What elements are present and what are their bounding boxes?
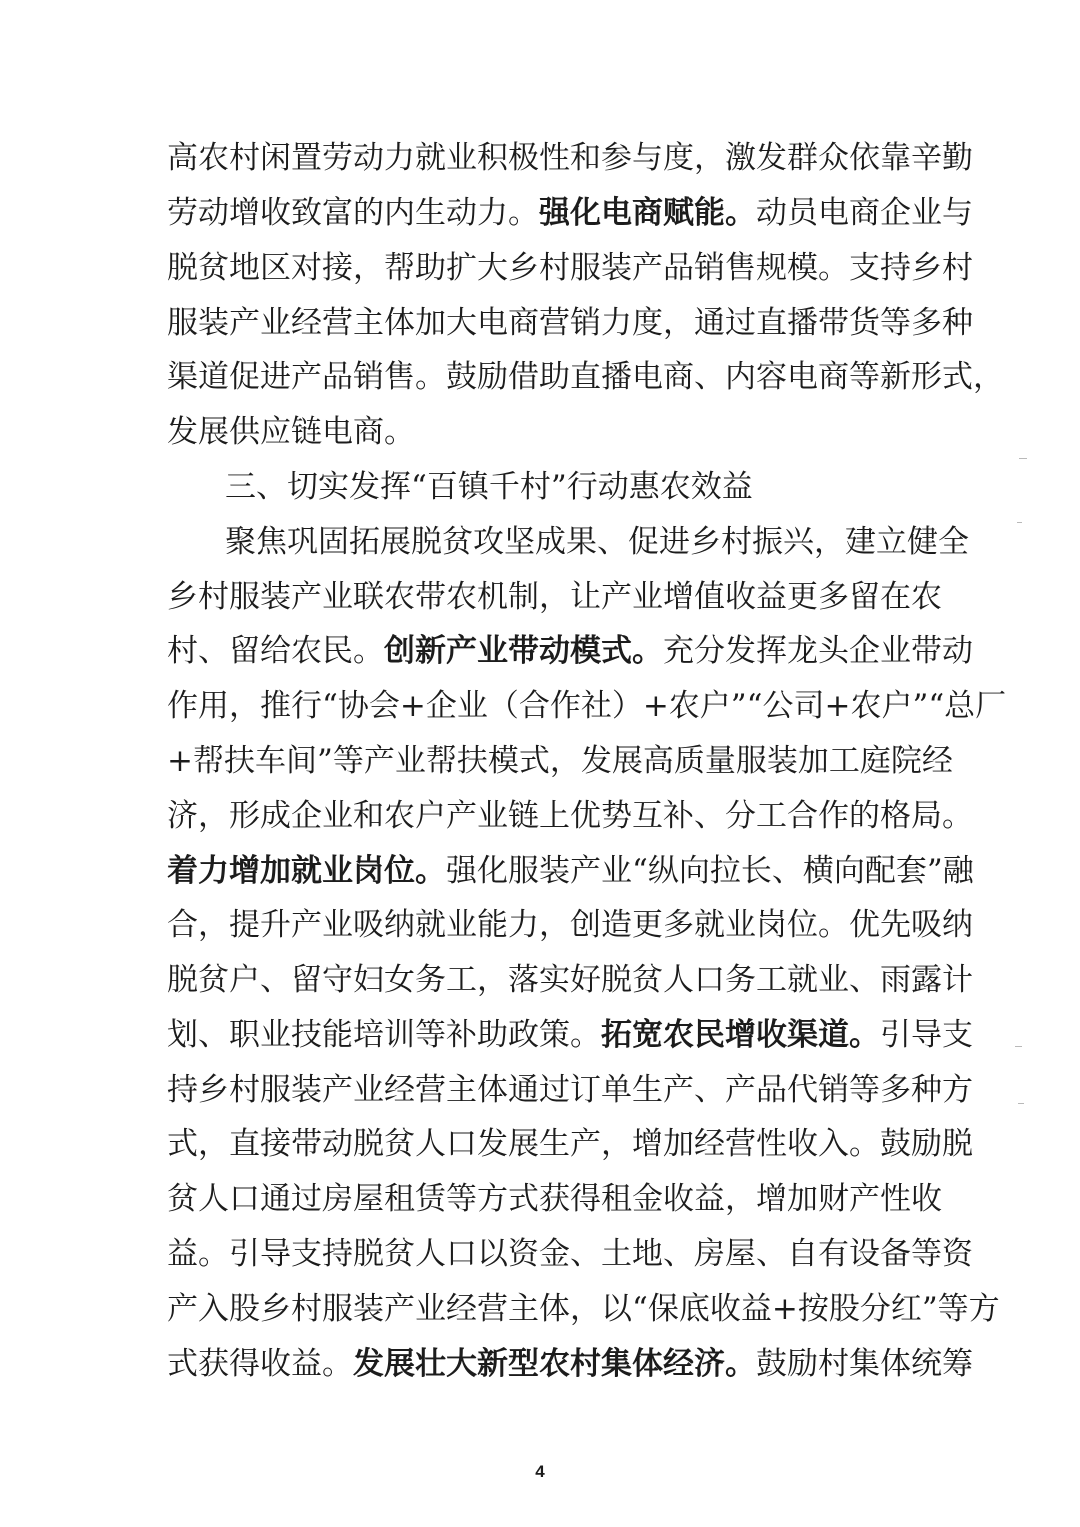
text-run: 作用，推行“协会+企业（合作社）+农户”“公司+农户”“总厂 (167, 688, 1007, 724)
text-run: 划、职业技能培训等补助政策。 (167, 1017, 601, 1053)
page-number: 4 (535, 1462, 545, 1481)
bold-topic-phrase: 着力增加就业岗位。 (167, 853, 446, 889)
text-run: 渠道促进产品销售。鼓励借助直播电商、内容电商等新形式， (167, 359, 1004, 395)
scan-artifact (1015, 1046, 1022, 1047)
body-text-line (167, 1227, 973, 1281)
text-run: 动员电商企业与 (756, 195, 973, 231)
body-text-line (167, 131, 973, 185)
body-text-line (167, 1172, 942, 1226)
text-run: 鼓励村集体统筹 (756, 1346, 973, 1382)
text-run: 劳动增收致富的内生动力。 (167, 195, 539, 231)
text-run: 强化服装产业“纵向拉长、横向配套”融 (446, 853, 974, 889)
body-text-line (167, 953, 973, 1007)
text-run: 式，直接带动脱贫人口发展生产，增加经营性收入。鼓励脱 (167, 1126, 973, 1162)
body-text-line (167, 1008, 973, 1062)
body-text-line (225, 515, 969, 569)
body-text-line (167, 405, 937, 459)
text-run: 聚焦巩固拓展脱贫攻坚成果、促进乡村振兴，建立健全 (225, 524, 969, 560)
body-text-line (167, 241, 973, 295)
body-text-line (167, 624, 973, 678)
body-text-line (167, 1117, 973, 1171)
text-run: 产入股乡村服装产业经营主体，以“保底收益+按股分红”等方 (167, 1291, 1000, 1327)
section-heading: 三、切实发挥“百镇千村”行动惠农效益 (225, 469, 753, 505)
text-run: 服装产业经营主体加大电商营销力度，通过直播带货等多种 (167, 305, 973, 341)
text-run: 村、留给农民。 (167, 633, 384, 669)
text-run: 充分发挥龙头企业带动 (663, 633, 973, 669)
body-text-line (167, 789, 973, 843)
scan-artifact (1018, 1103, 1024, 1104)
text-run: 脱贫户、留守妇女务工，落实好脱贫人口务工就业、雨露计 (167, 962, 973, 998)
text-run: 引导支 (880, 1017, 973, 1053)
body-text-line (167, 844, 974, 898)
bold-topic-phrase: 强化电商赋能。 (539, 195, 756, 231)
text-run: +帮扶车间”等产业帮扶模式，发展高质量服装加工庭院经 (167, 743, 953, 779)
body-text-line (167, 570, 942, 624)
text-run: 持乡村服装产业经营主体通过订单生产、产品代销等多种方 (167, 1072, 973, 1108)
body-text-line (167, 1063, 973, 1117)
text-run: 济，形成企业和农户产业链上优势互补、分工合作的格局。 (167, 798, 973, 834)
body-text-line (167, 679, 1007, 733)
text-run: 脱贫地区对接，帮助扩大乡村服装产品销售规模。支持乡村 (167, 250, 973, 286)
body-text-line (167, 734, 953, 788)
text-run: 式获得收益。 (167, 1346, 353, 1382)
scan-artifact (1019, 458, 1027, 459)
text-run: 乡村服装产业联农带农机制，让产业增值收益更多留在农 (167, 579, 942, 615)
body-text-line (167, 1337, 973, 1391)
body-text-line (167, 350, 1004, 404)
bold-topic-phrase: 创新产业带动模式。 (384, 633, 663, 669)
text-run: 合，提升产业吸纳就业能力，创造更多就业岗位。优先吸纳 (167, 907, 973, 943)
body-text-line (167, 186, 973, 240)
text-run: 发展供应链电商。 (167, 414, 415, 450)
bold-topic-phrase: 拓宽农民增收渠道。 (601, 1017, 880, 1053)
body-text-line (167, 296, 973, 350)
body-text-line (167, 1282, 1000, 1336)
text-run: 高农村闲置劳动力就业积极性和参与度，激发群众依靠辛勤 (167, 140, 973, 176)
scan-artifact (1017, 522, 1022, 523)
text-run: 益。引导支持脱贫人口以资金、土地、房屋、自有设备等资 (167, 1236, 973, 1272)
text-run: 贫人口通过房屋租赁等方式获得租金收益，增加财产性收 (167, 1181, 942, 1217)
body-text-line (167, 898, 973, 952)
bold-topic-phrase: 发展壮大新型农村集体经济。 (353, 1346, 756, 1382)
